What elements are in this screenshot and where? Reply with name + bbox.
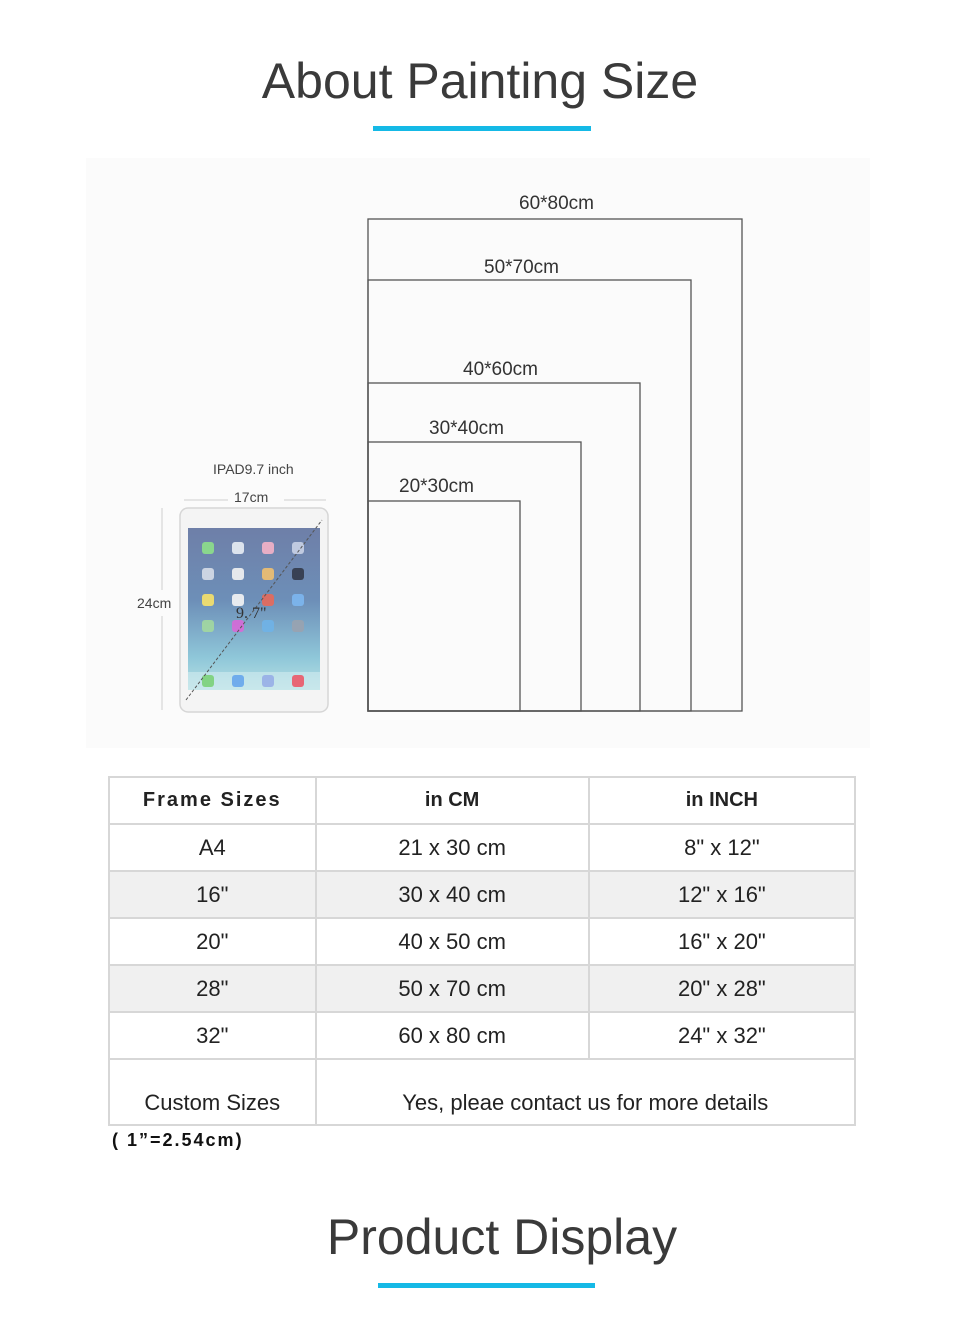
- table-row: [109, 871, 855, 918]
- custom-size-row: [109, 1059, 855, 1125]
- canvas-outline-60x80: [368, 219, 742, 711]
- frame-size-cell: 32": [109, 1012, 316, 1059]
- inch-size-cell: 12" x 16": [589, 871, 855, 918]
- frame-size-cell: A4: [109, 824, 316, 871]
- header-in-cm: in CM: [316, 777, 589, 824]
- canvas-label-50x70: 50*70cm: [484, 257, 559, 278]
- custom-size-label: Custom Sizes: [109, 1059, 316, 1125]
- title-underline: [373, 126, 591, 131]
- header-frame-sizes: Frame Sizes: [109, 777, 316, 824]
- cm-size-cell: 30 x 40 cm: [316, 871, 589, 918]
- table-row: [109, 824, 855, 871]
- cm-size-cell: 60 x 80 cm: [316, 1012, 589, 1059]
- header-in-inch: in INCH: [589, 777, 855, 824]
- size-comparison-diagram: [86, 158, 870, 748]
- ipad-model-label: IPAD9.7 inch: [213, 461, 294, 477]
- inch-size-cell: 8" x 12": [589, 824, 855, 871]
- table-header-row: [109, 777, 855, 824]
- ipad-diagonal-label: 9. 7": [236, 605, 267, 622]
- section-title-product-display: Product Display: [326, 1209, 678, 1265]
- inch-size-cell: 20" x 28": [589, 965, 855, 1012]
- canvas-outline-20x30: [368, 501, 520, 711]
- cm-size-cell: 50 x 70 cm: [316, 965, 589, 1012]
- frame-size-table: [108, 776, 856, 1126]
- canvas-label-20x30: 20*30cm: [399, 476, 474, 497]
- section-title-underline: [378, 1283, 595, 1288]
- frame-size-cell: 28": [109, 965, 316, 1012]
- canvas-label-40x60: 40*60cm: [463, 359, 538, 380]
- size-comparison-svg: [86, 158, 870, 748]
- canvas-label-60x80: 60*80cm: [519, 193, 594, 214]
- table-row: [109, 965, 855, 1012]
- inch-size-cell: 24" x 32": [589, 1012, 855, 1059]
- cm-size-cell: 40 x 50 cm: [316, 918, 589, 965]
- table-row: [109, 918, 855, 965]
- ipad-width-label: 17cm: [234, 489, 269, 505]
- ipad-height-label: 24cm: [137, 595, 172, 611]
- page-title: About Painting Size: [261, 53, 699, 109]
- frame-size-cell: 16": [109, 871, 316, 918]
- custom-size-note: Yes, pleae contact us for more details: [316, 1059, 855, 1125]
- cm-size-cell: 21 x 30 cm: [316, 824, 589, 871]
- frame-size-cell: 20": [109, 918, 316, 965]
- unit-conversion-note: ( 1”=2.54cm): [112, 1130, 244, 1150]
- inch-size-cell: 16" x 20": [589, 918, 855, 965]
- table-row: [109, 1012, 855, 1059]
- canvas-label-30x40: 30*40cm: [429, 418, 504, 439]
- canvas-outline-40x60: [368, 383, 640, 711]
